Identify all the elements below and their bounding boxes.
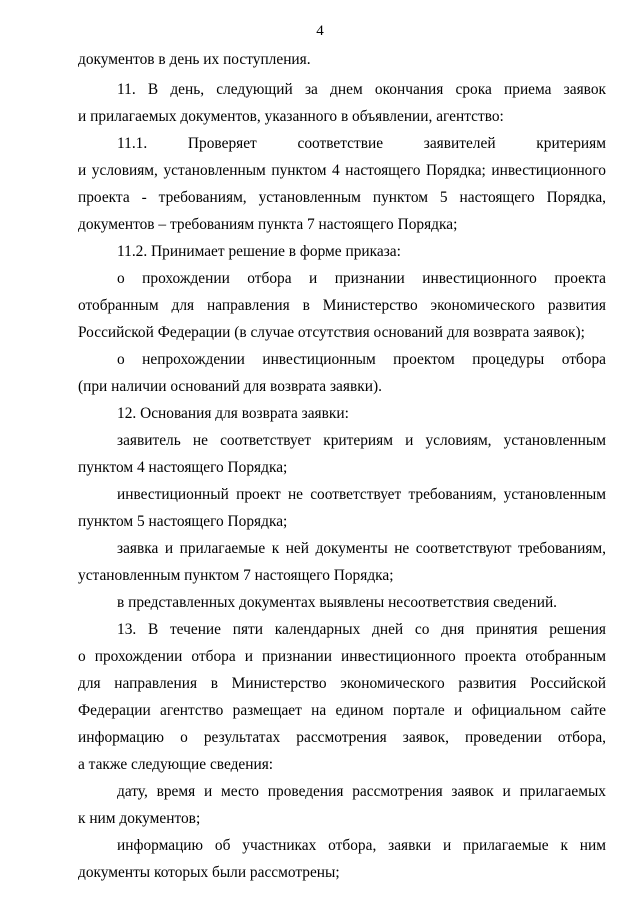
text-line: Российской Федерации (в случае отсутствия оснований для возврата заявок);: [78, 324, 585, 341]
text-line: пунктом 4 настоящего Порядка;: [78, 459, 288, 476]
text-line: установленным пунктом 7 настоящего Порядка;: [78, 567, 394, 584]
text-line: 11. В день, следующий за днем окончания срока приема заявок: [117, 81, 606, 98]
text-line: информацию об участниках отбора, заявки и прилагаемые к ним: [117, 837, 606, 854]
text-line: инвестиционный проект не соответствует требованиям, установленным: [117, 486, 606, 503]
text-line: к ним документов;: [78, 810, 201, 827]
text-line: 11.1. Проверяет соответствие заявителей критериям: [117, 135, 606, 152]
text-line: и прилагаемых документов, указанного в объявлении, агентство:: [78, 108, 504, 125]
text-line: документов в день их поступления.: [78, 51, 311, 68]
text-line: и условиям, установленным пунктом 4 настоящего Порядка; инвестиционного: [78, 162, 606, 179]
text-line: проекта - требованиям, установленным пунктом 5 настоящего Порядка,: [78, 189, 606, 206]
text-line: документов – требованиям пункта 7 настоящего Порядка;: [78, 216, 458, 233]
text-line: 12. Основания для возврата заявки:: [117, 405, 349, 422]
text-line: отобранным для направления в Министерство экономического развития: [78, 297, 606, 314]
text-line: о прохождении отбора и признании инвестиционного проекта: [117, 270, 606, 287]
text-line: а также следующие сведения:: [78, 756, 274, 773]
text-line: в представленных документах выявлены несоответствия сведений.: [117, 594, 558, 611]
text-line: о непрохождении инвестиционным проектом процедуры отбора: [117, 351, 606, 368]
text-line: документы которых были рассмотрены;: [78, 864, 340, 881]
text-line: для направления в Министерство экономического развития Российской: [78, 675, 606, 692]
text-line: о прохождении отбора и признании инвестиционного проекта отобранным: [78, 648, 606, 665]
text-line: Федерации агентство размещает на едином портале и официальном сайте: [78, 702, 606, 719]
text-line: 13. В течение пяти календарных дней со дня принятия решения: [117, 621, 606, 638]
text-line: (при наличии оснований для возврата заявки).: [78, 378, 382, 395]
text-line: пунктом 5 настоящего Порядка;: [78, 513, 288, 530]
text-line: информацию о результатах рассмотрения заявок, проведении отбора,: [78, 729, 606, 746]
text-line: дату, время и место проведения рассмотрения заявок и прилагаемых: [117, 783, 606, 800]
text-line: заявка и прилагаемые к ней документы не соответствуют требованиям,: [117, 540, 606, 557]
page-number: 4: [316, 23, 324, 39]
text-line: заявитель не соответствует критериям и условиям, установленным: [117, 432, 606, 449]
text-line: 11.2. Принимает решение в форме приказа:: [117, 243, 401, 260]
